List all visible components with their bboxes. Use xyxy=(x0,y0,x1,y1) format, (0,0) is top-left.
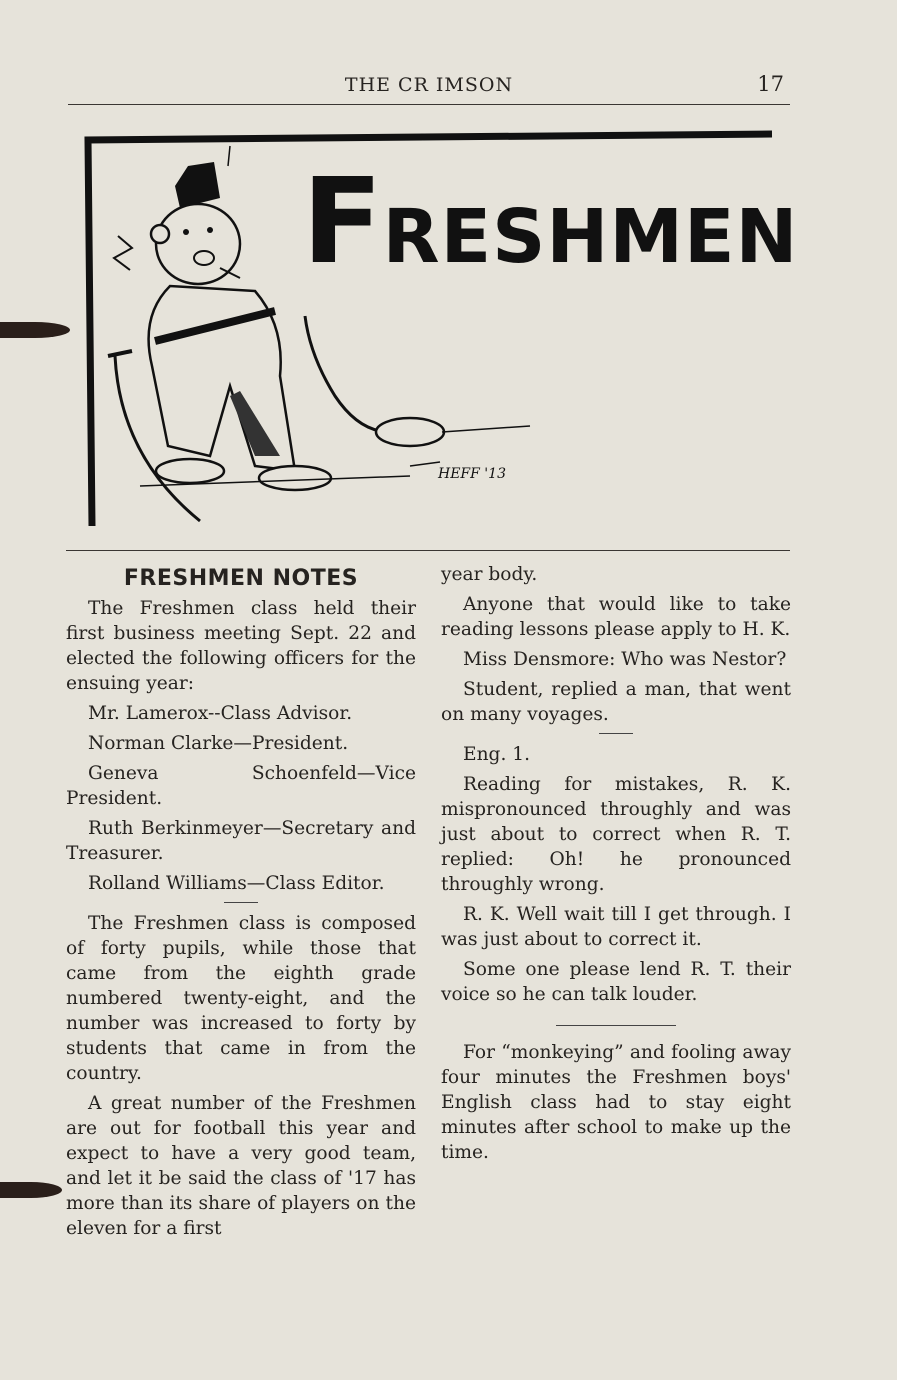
long-divider xyxy=(556,1025,676,1026)
football-paragraph: A great number of the Freshmen are out for football this year and expect to have a very good team, and let it be said the class of '17 has more than its share of players on the eleven for a first xyxy=(66,1093,416,1239)
intro-paragraph: The Freshmen class held their first business meeting Sept. 22 and elected the following officers for the ensuing year: xyxy=(66,598,416,694)
rk-reply: R. K. Well wait till I get through. I was just about to correct it. xyxy=(441,904,791,950)
mistakes-anecdote: Reading for mistakes, R. K. mispronounced throughly and was just about to correct when R. T. replied: Oh! he pronounced throughly wrong. xyxy=(441,774,791,895)
officer-item: Rolland Williams—Class Editor. xyxy=(88,873,385,894)
short-divider xyxy=(599,733,633,734)
officer-item: Geneva Schoenfeld—Vice President. xyxy=(66,763,416,809)
binding-tear xyxy=(0,322,70,338)
student-reply: Student, replied a man, that went on many voyages. xyxy=(441,679,791,725)
reading-lessons-note: Anyone that would like to take reading lessons please apply to H. K. xyxy=(441,594,791,640)
officer-item: Norman Clarke—President. xyxy=(88,733,349,754)
fez-hat xyxy=(175,162,220,208)
densmore-question: Miss Densmore: Who was Nestor? xyxy=(463,649,787,670)
bear-ear xyxy=(151,225,169,243)
page-number: 17 xyxy=(757,72,784,96)
officer-item: Ruth Berkinmeyer—Secretary and Treasurer. xyxy=(66,818,416,864)
binding-tear xyxy=(0,1182,62,1198)
class-size-paragraph: The Freshmen class is composed of forty pupils, while those that came from the eighth grade numbered twenty-eight, and the number was increased to forty by students that came in from the country. xyxy=(66,913,416,1084)
officer-item: Mr. Lamerox--Class Advisor. xyxy=(88,703,353,724)
running-header xyxy=(68,68,790,105)
monkeying-note: For “monkeying” and fooling away four minutes the Freshmen boys' English class had to stay eight minutes after school to make up the time. xyxy=(441,1042,791,1163)
left-column xyxy=(66,562,416,1246)
magazine-title: THE CR IMSON xyxy=(344,74,514,96)
banner-word-rest: RESHMEN xyxy=(382,194,799,280)
horn-bulb xyxy=(376,418,444,446)
continued-text: year body. xyxy=(441,564,538,585)
section-divider xyxy=(66,550,790,551)
banner-title xyxy=(302,152,799,290)
right-column xyxy=(441,562,791,1170)
banner-initial: F xyxy=(302,152,383,290)
lend-voice-note: Some one please lend R. T. their voice so he can talk louder. xyxy=(441,959,791,1005)
artist-signature: HEFF '13 xyxy=(438,466,506,482)
horn-hose xyxy=(305,316,380,431)
section-heading: FRESHMEN NOTES xyxy=(123,566,359,591)
short-divider xyxy=(224,902,258,903)
english-class-label: Eng. 1. xyxy=(463,744,531,765)
